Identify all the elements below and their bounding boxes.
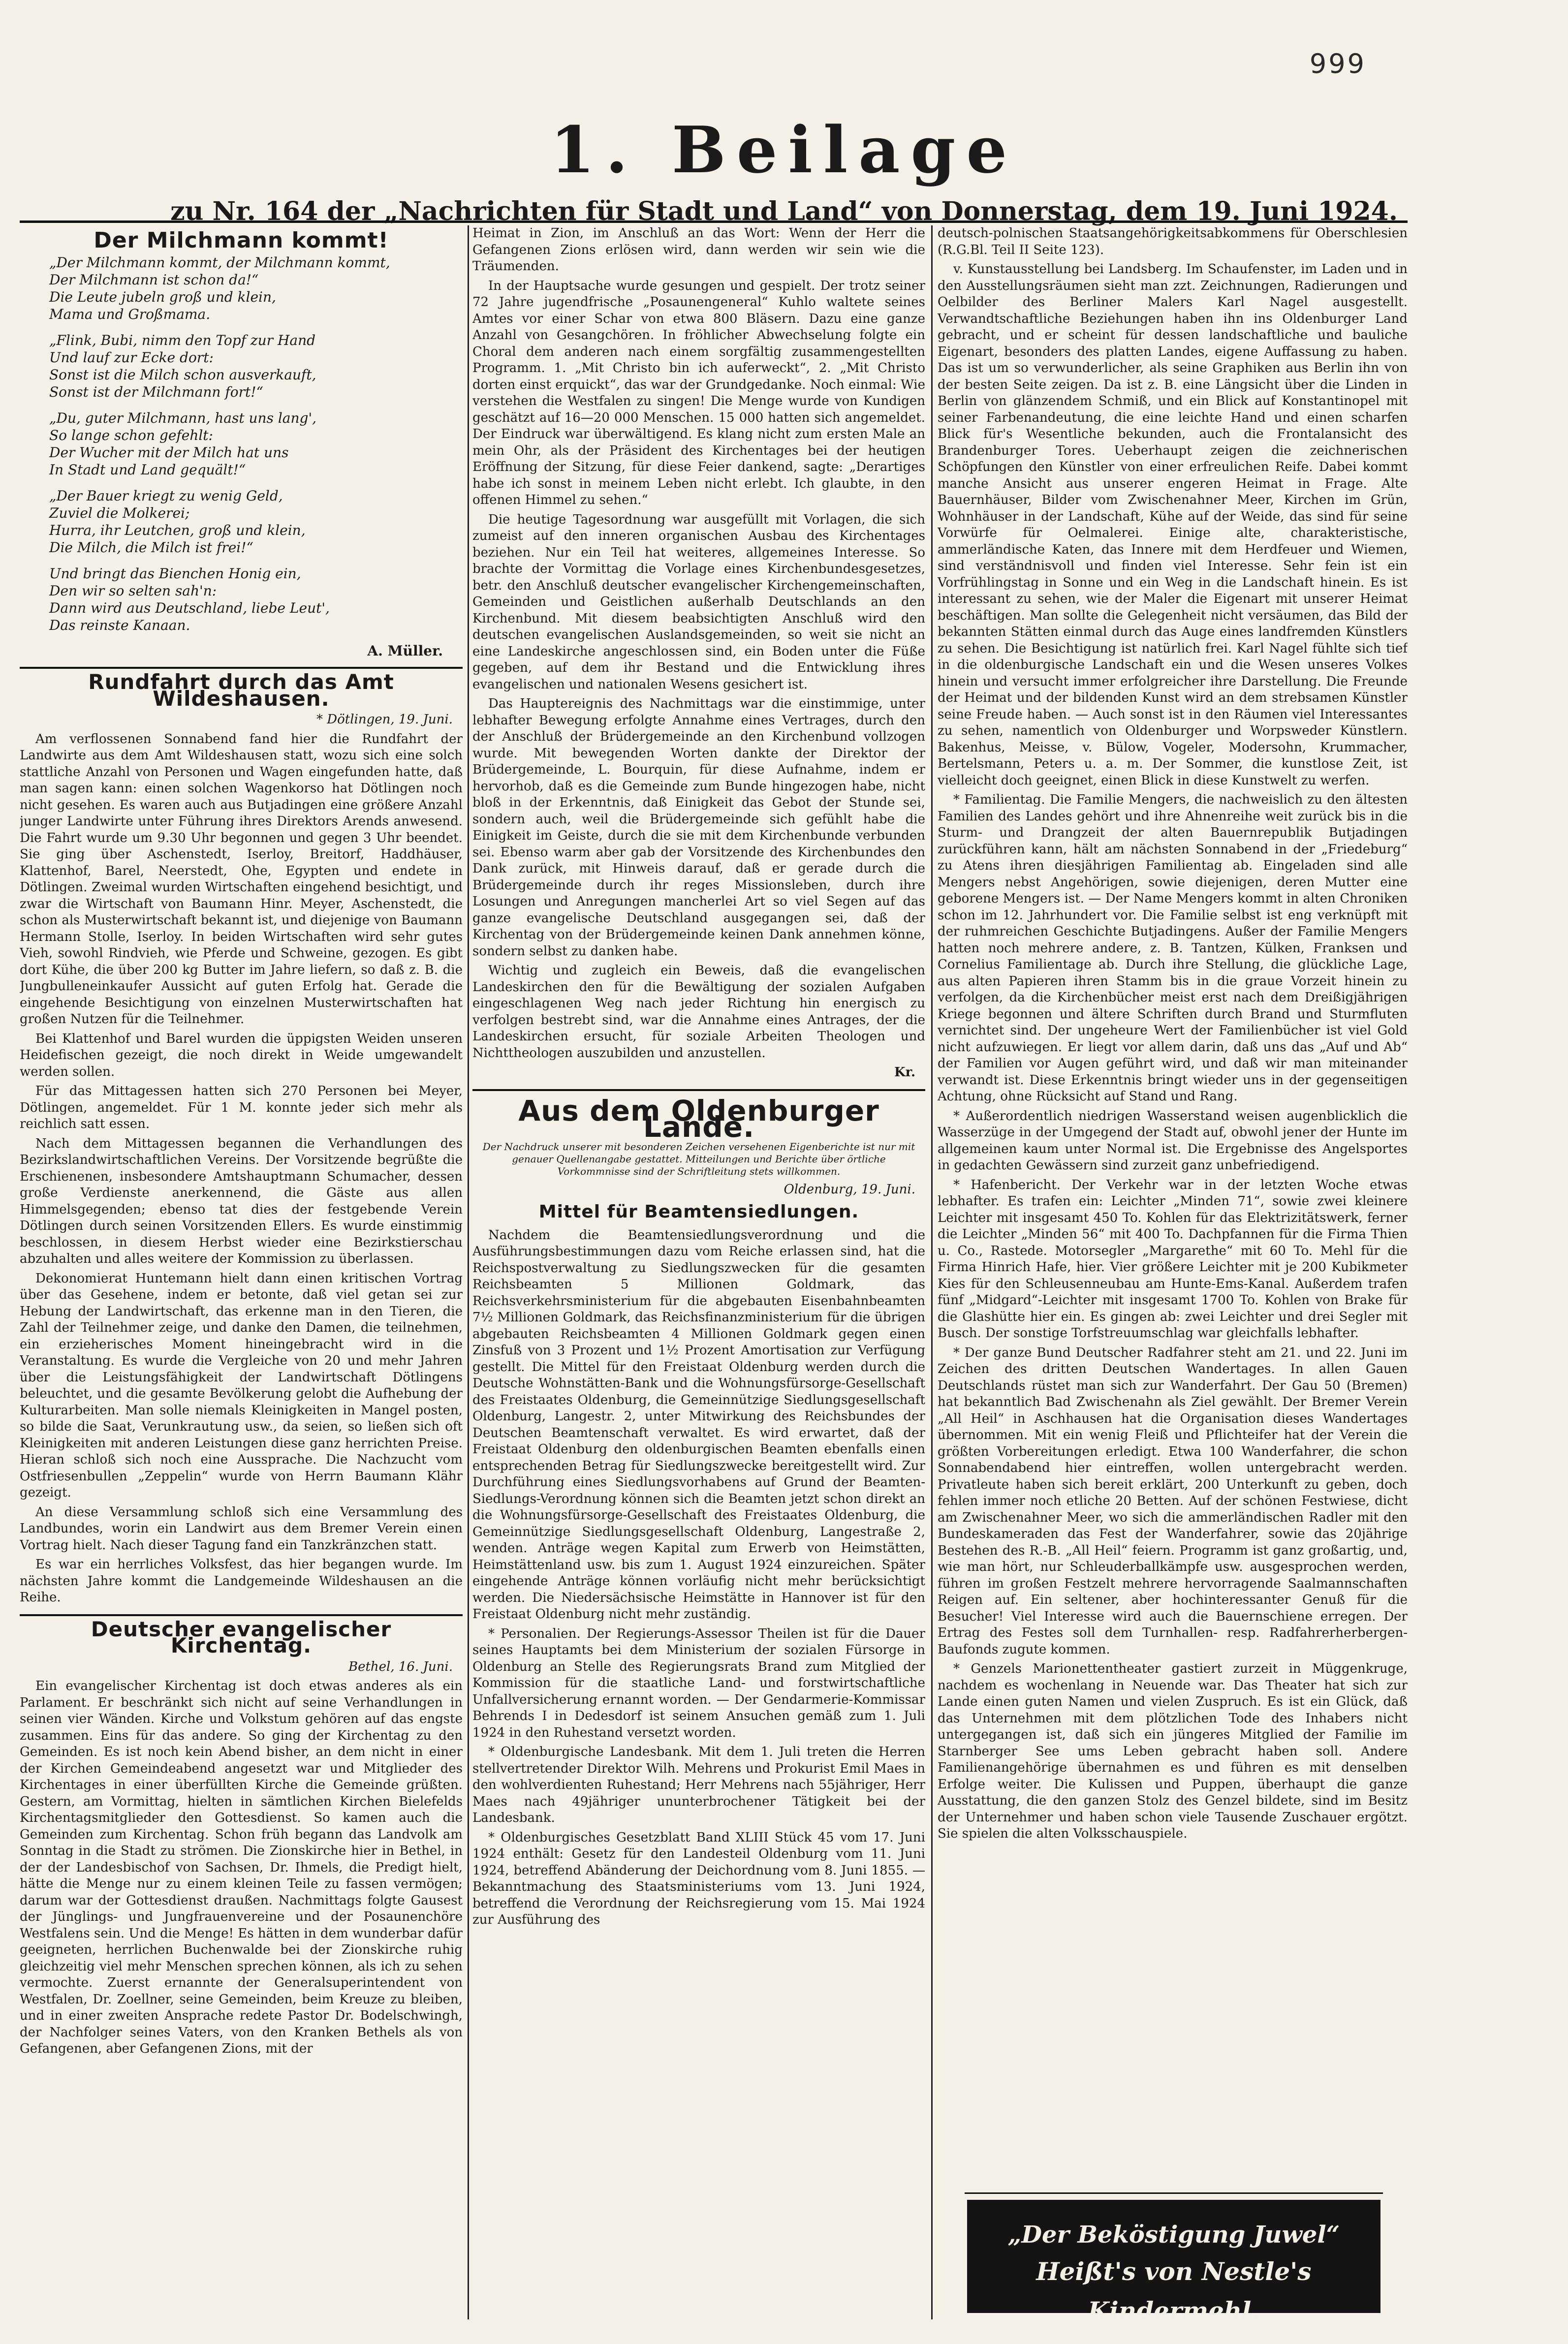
poem-line: „Der Bauer kriegt zu wenig Geld, xyxy=(49,487,283,504)
paragraph: Das Hauptereignis des Nachmittags war die einstimmige, unter lebhafter Bewegung erfolgte Annahme eines Vertrages, durch den der Anschluß der Brüdergemeinde an den Kirchenbund vollzogen wurde. Mit bewegenden Worten dankte der Direktor der Brüdergemeinde, L. Bourquin, für diese Aufnahme, indem er hervorhob, daß es die Gemeinde zum Bunde hingezogen habe, nicht bloß in der Erkenntnis, daß Einigkeit das Gebot der Stunde sei, sondern auch, weil die Brüdergemeinde sich gefühlt habe die Einigkeit im Geiste, durch die sie mit dem Kirchenbunde verbunden sei. Ebenso warm aber gab der Vorsitzende des Kirchenbundes den Dank zurück, mit Hinweis darauf, daß er gerade durch die Brüdergemeinde durch ihr reges Missionsleben, durch ihre Losungen und Anregungen mancherlei Art so viel Segen auf das ganze evangelische Deutschland ausgegangen sei, daß der Kirchentag von der Brüdergemeinde keinen Dank annehmen könne, sondern selbst zu danken habe. xyxy=(472,696,925,959)
poem-title: Der Milchmann kommt! xyxy=(94,228,389,253)
poem-line: Der Wucher mit der Milch hat uns xyxy=(49,444,289,461)
poem-line: Und bringt das Bienchen Honig ein, xyxy=(49,565,301,582)
poem-line: „Flink, Bubi, nimm den Topf zur Hand xyxy=(49,332,316,348)
paragraph: Nachdem die Beamtensiedlungsverordnung und die Ausführungsbestimmungen dazu vom Reiche erlassen sind, hat die Reichspostverwaltung zu Siedlungszwecken für die gesamten Reichsbeamten 5 Millionen Goldmark, das Reichsverkehrsministerium für die abgebauten Eisenbahnbeamten 7½ Millionen Goldmark, das Reichsfinanzministerium für die übrigen abgebauten Reichsbeamten 4 Millionen Goldmark gegen einen Zinsfuß von 3 Prozent und 1½ Prozent Amortisation zur Verfügung gestellt. Die Mittel für den Freistaat Oldenburg werden durch die Deutsche Wohnstätten-Bank und die Wohnungsfürsorge-Gesellschaft des Freistaates Oldenburg, die Gemeinnützige Siedlungsgesellschaft Oldenburg, Langestr. 2, unter Mitwirkung des Reichsbundes der Deutschen Beamtenschaft verwaltet. Es wird erwartet, daß der Freistaat Oldenburg den oldenburgischen Beamten ebenfalls einen entsprechenden Betrag für Siedlungszwecke bereitgestellt wird. Zur Durchführung eines Siedlungsvorhabens auf Grund der Beamten-Siedlungs-Verordnung können sich die Beamten jetzt schon direkt an die Wohnungsfürsorge-Gesellschaft des Freistaates Oldenburg, die Gemeinnützige Siedlungsgesellschaft Oldenburg, Langestraße 2, wenden. Anträge wegen Kapital zum Erwerb von Heimstätten, Heimstättenland usw. bis zum 1. August 1924 einzureichen. Später eingehende Anträge können vorläufig nicht mehr berücksichtigt werden. Die Niedersächsische Heimstätte in Hannover ist für den Freistaat Oldenburg nicht mehr zuständig. xyxy=(472,1227,925,1622)
paragraph: Am verflossenen Sonnabend fand hier die Rundfahrt der Landwirte aus dem Amt Wildeshausen statt, wozu sich eine solch stattliche Anzahl von Personen und Wagen eingefunden hatte, daß man sagen kann: einen solchen Wagenkorso hat Dötlingen noch nicht gesehen. Es waren auch aus Butjadingen eine größere Anzahl junger Landwirte unter Führung ihres Direktors Arends anwesend. Die Fahrt wurde um 9.30 Uhr begonnen und gegen 3 Uhr beendet. Sie ging über Aschenstedt, Iserloy, Breitorf, Haddhäuser, Klattenhof, Barel, Neerstedt, Ohe, Egypten und endete in Dötlingen. Zweimal wurden Wirtschaften eingehend besichtigt, und zwar die Wirtschaft von Baumann Hinr. Meyer, Aschenstedt, die schon als Musterwirtschaft bekannt ist, und diejenige von Baumann Hermann Stolle, Iserloy. In beiden Wirtschaften wird sehr gutes Vieh, sowohl Rindvieh, wie Pferde und Schweine, gezogen. Es gibt dort Kühe, die über 200 kg Butter im Jahre liefern, so daß z. B. die Jungbulleneinkaufer Aussicht auf guten Erfolg hat. Gerade die eingehende Besichtigung von einzelnen Musterwirtschaften hat großen Nutzen für die Teilnehmer. xyxy=(20,731,463,1027)
poem-line: Dann wird aus Deutschland, liebe Leut', xyxy=(49,599,330,616)
ad-rule xyxy=(965,2192,1383,2194)
paragraph: * Hafenbericht. Der Verkehr war in der letzten Woche etwas lebhafter. Es trafen ein: Leichter „Minden 71“, sowie zwei kleinere Leichter mit insgesamt 450 To. Kohlen für das Elektrizitätswerk, ferner die Leichter „Minden 56“ mit 400 To. Dachpfannen für die Firma Thien u. Co., Rastede. Motorsegler „Margarethe“ mit 60 To. Mehl für die Firma Hinrich Hafe, hier. Vier größere Leichter mit je 200 Kubikmeter Kies für den Schleusenneubau am Hunte-Ems-Kanal. Außerdem trafen fünf „Midgard“-Leichter mit insgesamt 1700 To. Kohlen von Brake für die Glashütte hier ein. Es gingen ab: zwei Leichter und drei Segler mit Busch. Der sonstige Torfstreuumschlag war gleichfalls lebhafter. xyxy=(938,1177,1408,1341)
paragraph: Es war ein herrliches Volksfest, das hier begangen wurde. Im nächsten Jahre kommt die Landgemeinde Wildeshausen an die Reihe. xyxy=(20,1557,463,1605)
poem-line: Sonst ist die Milch schon ausverkauft, xyxy=(49,366,316,383)
article-title-kirchentag: Deutscher evangelischer Kirchentag. xyxy=(91,1617,392,1657)
paragraph: Ein evangelischer Kirchentag ist doch etwas anderes als ein Parlament. Er beschränkt sich nicht auf seine Verhandlungen in seinen vier Wänden. Kirche und Volkstum gehören auf das engste zusammen. Eins für das andere. So ging der Kirchentag zu den Gemeinden. Es ist noch kein Abend bisher, an dem nicht in einer der Kirchen Gemeindeabend angesetzt war und Mitglieder des Kirchentages in einer überfüllten Kirche die Gemeinde grüßten. Gestern, am Vormittag, hielten in sämtlichen Kirchen Bielefelds Kirchentagsmitglieder den Gottesdienst. So kamen auch die Gemeinden zum Kirchentag. Schon früh begann das Landvolk am Sonntag in die Stadt zu strömen. Die Zionskirche hier in Bethel, in der der Landesbischof von Sachsen, Dr. Ihmels, die Predigt hielt, hätte die Menge nur zu einem kleinen Teile zu fassen vermögen; darum war der Gottesdienst draußen. Nachmittags folgte Gausest der Jünglings- und Jungfrauenvereine und der Posaunenchöre Westfalens sein. Und die Menge! Es hätten in dem wunderbar dafür geeigneten, herrlichen Buchenwalde bei der Zionskirche ruhig gleichzeitig viel mehr Menschen sprechen können, als ich zu sehen vermochte. Zuerst ernannte der Generalsuperintendent von Westfalen, Dr. Zoellner, seine Gemeinden, beim Kreuze zu bleiben, und in einer zweiten Ansprache redete Pastor Dr. Bodelschwingh, der Nachfolger seines Vaters, von den Kranken Bethels als von Gefangenen, aber Gefangenen Zions, mit der xyxy=(20,1679,463,2056)
paragraph: * Oldenburgisches Gesetzblatt Band XLIII Stück 45 vom 17. Juni 1924 enthält: Gesetz für den Landesteil Oldenburg vom 11. Juni 1924, betreffend Abänderung der Deichordnung vom 8. Juni 1855. — Bekanntmachung des Staatsministeriums vom 13. Juni 1924, betreffend die Verordnung der Reichsregierung vom 15. Mai 1924 zur Ausführung des xyxy=(472,1830,925,1927)
paragraph: Für das Mittagessen hatten sich 270 Personen bei Meyer, Dötlingen, angemeldet. Für 1 M. konnte jeder sich mehr als reichlich satt essen. xyxy=(20,1084,463,1131)
poem-line: So lange schon gefehlt: xyxy=(49,427,213,443)
supplement-title: 1. Beilage xyxy=(550,112,1018,188)
poem-stanza xyxy=(49,409,463,478)
paragraph: * Genzels Marionettentheater gastiert zurzeit in Müggenkruge, nachdem es wochenlang in Neuende war. Das Theater hat sich zur Lande einen guten Namen und vielen Zuspruch. Es ist ein Glück, daß das Unternehmen mit dem plötzlichen Tode des Inhabers nicht untergegangen ist, daß sich ein jüngeres Mitglied der Familie im Starnberger See ums Leben gebracht haben soll. Andere Familienangehörige übernahmen es und führen es mit denselben Erfolge weiter. Die Kulissen und Puppen, überhaupt die ganze Ausstattung, die den ganzen Stolz des Genzel bildete, sind im Besitz der Unternehmer und haben schon viele Tausende Zuschauer ergötzt. Sie spielen die alten Volksschauspiele. xyxy=(938,1661,1408,1841)
masthead-rule xyxy=(20,220,1408,223)
column-2 xyxy=(472,225,925,2322)
section-rule xyxy=(20,1614,463,1616)
paragraph: * Familientag. Die Familie Mengers, die nachweislich zu den ältesten Familien des Landes gehört und ihre Ahnenreihe weit zurück bis in die Sturm- und Drangzeit der alten Bauernrepublik Butjadingen zurückführen kann, hält am nächsten Sonnabend in der „Friedeburg“ zu Atens ihren diesjährigen Familientag ab. Eingeladen sind alle Mengers nebst Angehörigen, sowie diejenigen, deren Mutter eine geborene Mengers ist. — Der Name Mengers kommt in alten Chroniken schon im 12. Jahrhundert vor. Die Familie selbst ist eng verknüpft mit der ruhmreichen Geschichte Butjadingens. Außer der Familie Mengers hatten noch mehrere andere, z. B. Tantzen, Külken, Franksen und Cornelius Familientage ab. Durch ihre Stellung, die glückliche Lage, aus alten Papieren ihren Stamm bis in die graue Vorzeit hinein zu verfolgen, da die Kirchenbücher meist erst nach dem Dreißigjährigen Kriege begonnen und ältere Schriften durch Brand und Sturmfluten vernichtet sind. Der ungeheure Wert der Familienbücher ist viel Gold nicht aufzuwiegen. Er liegt vor allem darin, daß uns das „Auf und Ab“ der Familien vor Augen geführt wird, und daß wir man miteinander verwandt ist. Diese Erkenntnis bringt wieder uns in der gegenseitigen Achtung, ohne Rücksicht auf Stand und Rang. xyxy=(938,792,1408,1104)
poem-stanza xyxy=(49,487,463,556)
poem-line: Den wir so selten sah'n: xyxy=(49,582,217,599)
paragraph: Heimat in Zion, im Anschluß an das Wort: Wenn der Herr die Gefangenen Zions erlösen wird, dann werden wir sein wie die Träumenden. xyxy=(472,226,925,274)
poem-line: In Stadt und Land gequält!“ xyxy=(49,461,246,478)
paragraph: * Der ganze Bund Deutscher Radfahrer steht am 21. und 22. Juni im Zeichen des dritten Deutschen Wandertages. In allen Gauen Deutschlands rüstet man sich zur Wanderfahrt. Der Gau 50 (Bremen) hat bekanntlich Bad Zwischenahn als Ziel gewählt. Der Bremer Verein „All Heil“ in Aschhausen hat die Organisation dieses Wandertages übernommen. Mit ein wenig Fleiß und Pflichteifer hat der Verein die größten Vorbereitungen erledigt. Etwa 100 Wanderfahrer, die schon Sonnabendabend hier eintreffen, wollen untergebracht werden. Privatleute haben sich bereit erklärt, 200 Unterkunft zu geben, doch fehlen immer noch etliche 20 Betten. Auf der schönen Festwiese, dicht am Zwischenahner Meer, wo sich die ammerländischen Radler mit den Bundeskameraden das Fest der Wanderfahrer, sowie das 20jährige Bestehen des R.-B. „All Heil“ feiern. Programm ist ganz großartig, und, wie man hört, nur Schleuderballkämpfe usw. ausgesprochen werden, führen im großen Festzelt mehrere hervorragende Saalmannschaften Reigen auf. Ein seltener, aber hochinteressanter Genuß für die Besucher! Viel Interesse wird auch die Bauernschiene erregen. Der Ertrag des Festes soll dem Turnhallen- resp. Radfahrerherbergen-Baufonds zugute kommen. xyxy=(938,1345,1408,1657)
article-title-beamtensiedlungen: Mittel für Beamtensiedlungen. xyxy=(538,1202,859,1222)
paragraph: Wichtig und zugleich ein Beweis, daß die evangelischen Landeskirchen den für die Bewältigung der sozialen Aufgaben eingeschlagenen Weg nach jeder Richtung hin energisch zu verfolgen bestrebt sind, war die Annahme eines Antrages, der die Landeskirchen ersucht, für soziale Arbeiten Theologen und Nichttheologen auszubilden und anzustellen. xyxy=(472,963,925,1061)
paragraph: Nach dem Mittagessen begannen die Verhandlungen des Bezirkslandwirtschaftlichen Vereins. Der Vorsitzende begrüßte die Erschienenen, insbesondere Amtshauptmann Schumacher, dessen große Verdienste anerkennend, die Gäste aus allen Himmelsgegenden; ebenso tat dies der festgebende Verein Dötlingen durch seinen Vorsitzenden Ellers. Es wurde einstimmig beschlossen, in diesem Herbst wieder eine Bezirkstierschau abzuhalten und alles weitere der Kommission zu überlassen. xyxy=(20,1136,463,1266)
reprint-notice: Der Nachdruck unserer mit besonderen Zeichen versehenen Eigenberichte ist nur mit genauer Quellenangabe gestattet. Mitteilungen und Berichte über örtliche Vorkommnisse sind der Schriftleitung stets willkommen. xyxy=(482,1140,915,1177)
poem-line: Das reinste Kanaan. xyxy=(49,617,190,633)
paragraph: An diese Versammlung schloß sich eine Versammlung des Landbundes, worin ein Landwirt aus dem Bremer Verein einen Vortrag hielt. Nach dieser Tagung fand ein Tanzkränzchen statt. xyxy=(20,1504,463,1553)
poem-line: Hurra, ihr Leutchen, groß und klein, xyxy=(49,522,306,538)
dateline: Bethel, 16. Juni. xyxy=(348,1659,453,1674)
supplement-subtitle: zu Nr. 164 der „Nachrichten für Stadt und Land“ von Donnerstag, dem 19. Juni 1924. xyxy=(170,196,1398,226)
paragraph: deutsch-polnischen Staatsangehörigkeitsabkommens für Oberschlesien (R.G.Bl. Teil II Seite 123). xyxy=(938,226,1408,257)
column-1 xyxy=(20,225,463,2322)
poem-stanza xyxy=(49,565,463,634)
nestle-advertisement xyxy=(967,2200,1380,2325)
section-rule xyxy=(472,1089,925,1091)
poem-line: Sonst ist der Milchmann fort!“ xyxy=(49,383,263,400)
poem-line: Und lauf zur Ecke dort: xyxy=(49,349,214,366)
poem-author: A. Müller. xyxy=(367,642,443,659)
paragraph: * Personalien. Der Regierungs-Assessor Theilen ist für die Dauer seines Hauptamts bei dem Ministerium der sozialen Fürsorge in Oldenburg an Stelle des Regierungsrats Brand zum Mitglied der Kommission für die staatliche Land- und forstwirtschaftliche Unfallversicherung ernannt worden. — Der Gendarmerie-Kommissar Behrends I in Dedesdorf ist seinem Ansuchen gemäß zum 1. Juli 1924 in den Ruhestand versetzt worden. xyxy=(472,1626,925,1740)
poem-line: Die Leute jubeln groß und klein, xyxy=(49,288,276,305)
poem xyxy=(20,254,463,634)
poem-line: Die Milch, die Milch ist frei!“ xyxy=(49,539,253,556)
paragraph: In der Hauptsache wurde gesungen und gespielt. Der trotz seiner 72 Jahre jugendfrische „Posaunengeneral“ Kuhlo waltete seines Amtes vor einer Schar von etwa 800 Bläsern. Dazu eine ganze Anzahl von Gesangchören. In fröhlicher Abwechselung folgte ein Choral dem anderen nach einem sorgfältig zusammengestellten Programm. 1. „Mit Christo bin ich auferweckt“, 2. „Mit Christo dorten einst erquickt“, das war der Grundgedanke. Noch einmal: Wie verstehen die Westfalen zu singen! Die Menge wurde von Kundigen geschätzt auf 16—20 000 Menschen. 15 000 hatten sich angemeldet. Der Eindruck war überwältigend. Es klang nicht zum ersten Male an mein Ohr, als der Präsident des Kirchentages bei der heutigen Eröffnung der Sitzung, für diese Feier dankend, sagte: „Derartiges habe ich sonst in meinem Leben nicht erlebt. Ich glaubte, in den offenen Himmel zu sehen.“ xyxy=(472,278,925,507)
column-divider xyxy=(468,225,469,2319)
section-title-oldenburg: Aus dem Oldenburger Lande. xyxy=(518,1094,879,1144)
poem-line: Der Milchmann ist schon da!“ xyxy=(49,271,259,288)
paragraph: Bei Klattenhof und Barel wurden die üppigsten Weiden unseren Heidefischen gezeigt, die noch direkt in Weide umgewandelt werden sollen. xyxy=(20,1031,463,1079)
poem-line: „Der Milchmann kommt, der Milchmann kommt, xyxy=(49,254,390,271)
poem-stanza xyxy=(49,332,463,401)
paragraph: Dekonomierat Huntemann hielt dann einen kritischen Vortrag über das Gesehene, indem er betonte, daß viel getan sei zur Hebung der Landwirtschaft, das erkenne man in den Tieren, die Zahl der Teilnehmer zeige, und danke den Damen, die teilnehmen, ein erzieherisches Moment hineingebracht wird in die Veranstaltung. Es wurde die Vergleiche von 20 und mehr Jahren über die Leistungsfähigkeit der Landwirtschaft Dötlingens beleuchtet, und die gesamte Bevölkerung gelobt die Aufhebung der Kulturarbeiten. Man solle niemals Kleinigkeiten in Mangel posten, so bilde die Saat, Verunkrautung usw., da seien, so ließen sich oft Kleinigkeiten mit anderen Leistungen diese ganz herrichten Preise. Hieran schloß sich noch eine Aussprache. Die Nachzucht vom Ostfriesenbullen „Zeppelin“ wurde von Herrn Baumann Klähr gezeigt. xyxy=(20,1271,463,1500)
paragraph: Die heutige Tagesordnung war ausgefüllt mit Vorlagen, die sich zumeist auf den inneren organischen Ausbau des Kirchentages beziehen. Nur ein Teil hat weiteres, allgemeines Interesse. So brachte der Vormittag die Vorlage eines Kirchenbundesgesetzes, betr. den Anschluß deutscher evangelischer Kirchengemeinschaften, Gemeinden und Geistlichen außerhalb Deutschlands an den Kirchenbund. Mit diesem beabsichtigten Anschluß wird den deutschen evangelischen Auslandsgemeinden, so weit sie nicht an eine Landeskirche angeschlossen sind, ein Boden unter die Füße gegeben, auf dem ihr Bestand und die Entwicklung ihres evangelischen und nationalen Wesens gesichert ist. xyxy=(472,512,925,692)
column-divider xyxy=(931,225,933,2319)
ad-line-1: „Der Beköstigung Juwel“ xyxy=(1007,2221,1340,2249)
dateline: Oldenburg, 19. Juni. xyxy=(784,1182,915,1197)
poem-line: Zuviel die Molkerei; xyxy=(49,504,190,521)
paragraph: * Oldenburgische Landesbank. Mit dem 1. Juli treten die Herren stellvertretender Direktor Wilh. Mehrens und Prokurist Emil Maes in den wohlverdienten Ruhestand; Herr Mehrens nach 55jähriger, Herr Maes nach 49jähriger ununterbrochener Tätigkeit bei der Landesbank. xyxy=(472,1745,925,1825)
paragraph: * Außerordentlich niedrigen Wasserstand weisen augenblicklich die Wasserzüge in der Umgegend der Stadt auf, obwohl jener der Hunte im allgemeinen kaum unter Normal ist. Die Ergebnisse des Angelsportes in gedachten Gewässern sind zurzeit ganz unbefriedigend. xyxy=(938,1108,1408,1173)
section-rule xyxy=(20,667,463,669)
paragraph: v. Kunstausstellung bei Landsberg. Im Schaufenster, im Laden und in den Ausstellungsräumen sieht man zzt. Zeichnungen, Radierungen und Oelbilder des Berliner Malers Karl Nagel ausgestellt. Verwandtschaftliche Beziehungen haben ihn ins Oldenburger Land gebracht, und er scheint für dessen landschaftliche und bauliche Eigenart, besonders des platten Landes, eigene Auffassung zu haben. Das ist um so verwunderlicher, als seine Graphiken aus Berlin ihn von der besten Seite zeigen. Da ist z. B. eine Längsicht über die Linden in Berlin von glänzendem Schmiß, und ein Blick auf Konstantinopel mit seiner Farbenandeutung, die eine leichte Hand und einen scharfen Blick für's Wesentliche bekunden, auch die Frontalansicht des Brandenburger Tores. Ueberhaupt zeigen die zeichnerischen Schöpfungen den Künstler von einer erfreulichen Reife. Dabei kommt manche Ansicht aus unserer engeren Heimat in Frage. Alte Bauernhäuser, Bilder vom Zwischenahner Meer, Kirchen im Grün, Wohnhäuser in der Landschaft, Kühe auf der Weide, das sind für seine Vorwürfe für Oelmalerei. Einige alte, charakteristische, ammerländische Katen, das Innere mit dem Herdfeuer und Wiemen, sind verständnisvoll und finden viel Interesse. Sehr fein ist ein Vorfrühlingstag in Sonne und ein Weg in die Landschaft hinein. Es ist interessant zu sehen, wie der Maler die Eigenart mit unserer Heimat beschäftigen. Man sollte die Gelegenheit nicht versäumen, das Bild der bekannten Stätten einmal durch das Auge eines landfremden Künstlers zu sehen. Die Besichtigung ist natürlich frei. Karl Nagel fühlte sich tief in die oldenburgische Landschaft ein und die Wesen unseres Volkes hinein und versucht immer erfolgreicher ihre Darstellung. Die Freunde der Heimat und der bildenden Kunst wird an dem strebsamen Künstler seine Freude haben. — Auch sonst ist in den Räumen viel Interessantes zu sehen, namentlich von Oldenburger und Worpsweder Künstlern. Bakenhus, Meisse, v. Bülow, Vogeler, Modersohn, Krummacher, Bertelsmann, Peters u. a. m. Der Sommer, die kunstlose Zeit, ist vielleicht doch geeignet, einen Blick in diese Kunstwelt zu werfen. xyxy=(938,262,1408,788)
poem-stanza xyxy=(49,254,463,323)
page-number: 999 xyxy=(1309,48,1366,79)
column-3 xyxy=(938,225,1408,2322)
masthead xyxy=(0,113,1568,231)
dateline: * Dötlingen, 19. Juni. xyxy=(316,712,453,727)
article-title-rundfahrt: Rundfahrt durch das Amt Wildeshausen. xyxy=(88,670,394,711)
author-sign: Kr. xyxy=(894,1065,915,1080)
ad-line-2: Heißt's von Nestle's Kindermehl. xyxy=(1036,2257,1312,2325)
poem-line: „Du, guter Milchmann, hast uns lang', xyxy=(49,409,317,426)
poem-line: Mama und Großmama. xyxy=(49,306,211,322)
